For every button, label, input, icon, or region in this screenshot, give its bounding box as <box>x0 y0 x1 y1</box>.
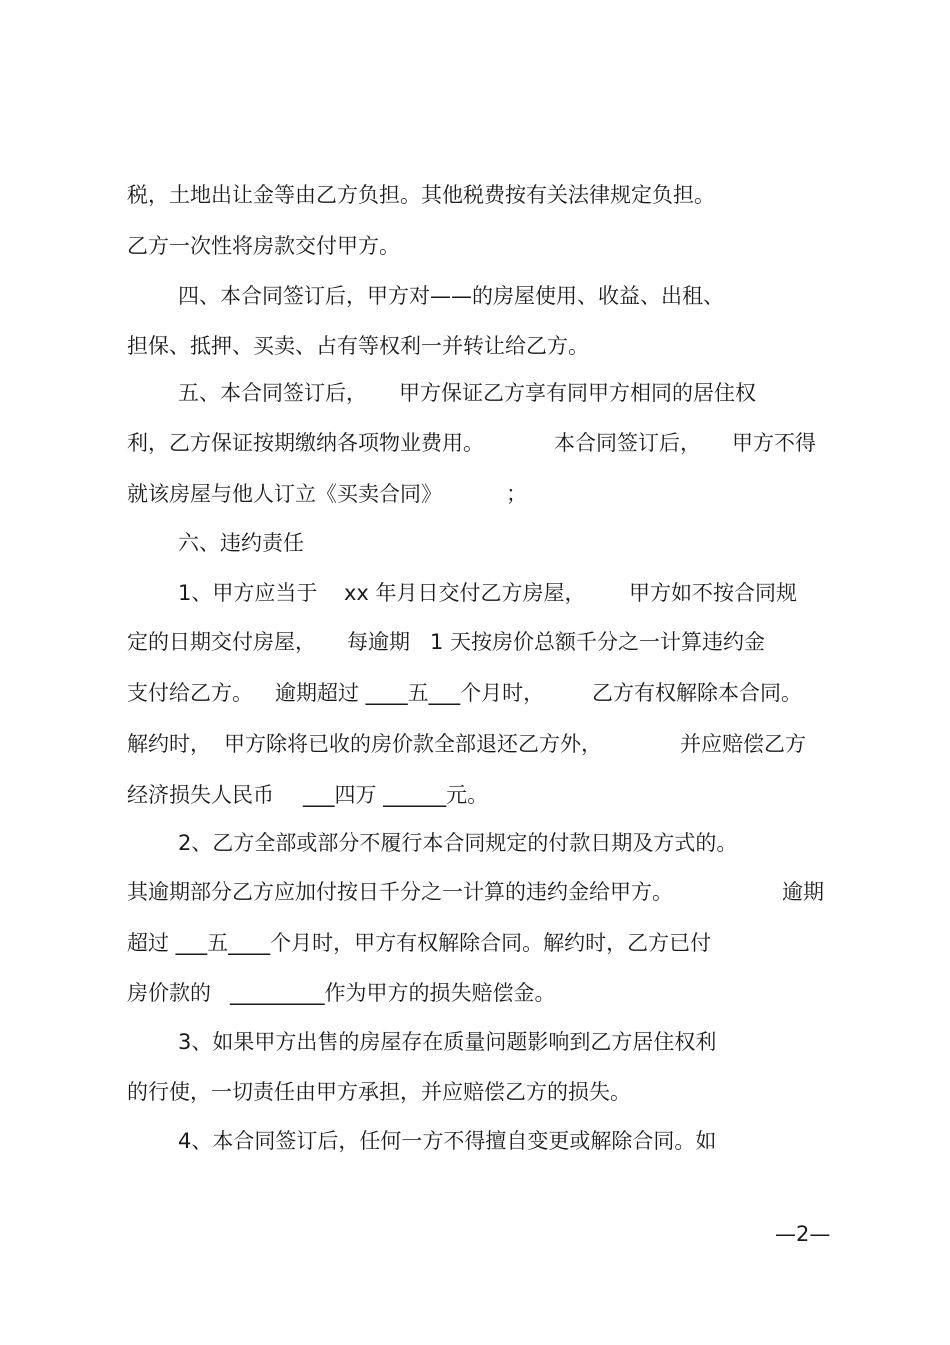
text-segment: 四、本合同签订后，甲方对——的房屋使用、收益、出租、 <box>178 284 724 308</box>
text-line <box>0 828 950 858</box>
text-segment: 4、本合同签订后，任何一方不得擅自变更或解除合同。如 <box>178 1129 717 1153</box>
text-segment: _________作为甲方的损失赔偿金。 <box>230 981 556 1005</box>
text-segment: 甲方保证乙方享有同甲方相同的居住权 <box>399 381 756 405</box>
text-segment: 担保、抵押、买卖、占有等权利一并转让给乙方。 <box>127 334 589 358</box>
text-segment: ___四万 ______元。 <box>303 783 489 807</box>
text-line <box>0 378 950 408</box>
text-line <box>0 428 950 458</box>
text-line <box>0 281 950 311</box>
text-segment: 甲方不得 <box>732 431 816 455</box>
text-segment: 的行使，一切责任由甲方承担，并应赔偿乙方的损失。 <box>127 1080 631 1104</box>
text-segment: 乙方有权解除本合同。 <box>592 681 802 705</box>
text-segment: 甲方如不按合同规 <box>629 581 797 605</box>
text-segment: 经济损失人民币 <box>127 783 274 807</box>
text-segment: 定的日期交付房屋， <box>127 630 316 654</box>
text-line <box>0 1077 950 1107</box>
text-segment: xx 年月日交付乙方房屋， <box>344 581 586 605</box>
text-segment: 利，乙方保证按期缴纳各项物业费用。 <box>127 431 484 455</box>
text-segment: 就该房屋与他人订立《买卖合同》 <box>127 482 442 506</box>
text-segment: 乙方一次性将房款交付甲方。 <box>127 234 400 258</box>
text-line <box>0 627 950 657</box>
text-line <box>0 978 950 1008</box>
text-line <box>0 331 950 361</box>
text-line <box>0 578 950 608</box>
text-segment: 逾期超过 ____五___个月时， <box>275 681 545 705</box>
text-line <box>0 231 950 261</box>
text-segment: ； <box>506 482 527 506</box>
text-line <box>0 180 950 210</box>
text-segment: 六、违约责任 <box>178 531 304 555</box>
text-segment: 税，土地出让金等由乙方负担。其他税费按有关法律规定负担。 <box>127 183 715 207</box>
text-line <box>0 1027 950 1057</box>
text-segment: 每逾期 <box>347 630 410 654</box>
text-segment: 甲方除将已收的房价款全部退还乙方外， <box>224 732 602 756</box>
text-segment: 支付给乙方。 <box>127 681 253 705</box>
text-segment: 超过 ___五____个月时，甲方有权解除合同。解约时，乙方已付 <box>127 931 712 955</box>
text-line <box>0 780 950 810</box>
text-line <box>0 678 950 708</box>
text-segment: 本合同签订后， <box>554 431 701 455</box>
text-line <box>0 528 950 558</box>
text-line <box>0 729 950 759</box>
text-segment: 并应赔偿乙方 <box>680 732 806 756</box>
text-segment: 逾期 <box>782 880 824 904</box>
text-line <box>0 928 950 958</box>
text-line <box>0 479 950 509</box>
text-segment: 1 天按房价总额千分之一计算违约金 <box>430 630 766 654</box>
text-segment: 解约时， <box>127 732 211 756</box>
text-segment: 五、本合同签订后， <box>178 381 367 405</box>
text-segment: 房价款的 <box>127 981 211 1005</box>
text-segment: 3、如果甲方出售的房屋存在质量问题影响到乙方居住权利 <box>178 1030 717 1054</box>
text-segment: 2、乙方全部或部分不履行本合同规定的付款日期及方式的。 <box>178 831 738 855</box>
page-number: —2— <box>775 1222 831 1246</box>
text-line <box>0 877 950 907</box>
text-segment: 1、甲方应当于 <box>178 581 318 605</box>
text-line <box>0 1126 950 1156</box>
text-segment: 其逾期部分乙方应加付按日千分之一计算的违约金给甲方。 <box>127 880 673 904</box>
